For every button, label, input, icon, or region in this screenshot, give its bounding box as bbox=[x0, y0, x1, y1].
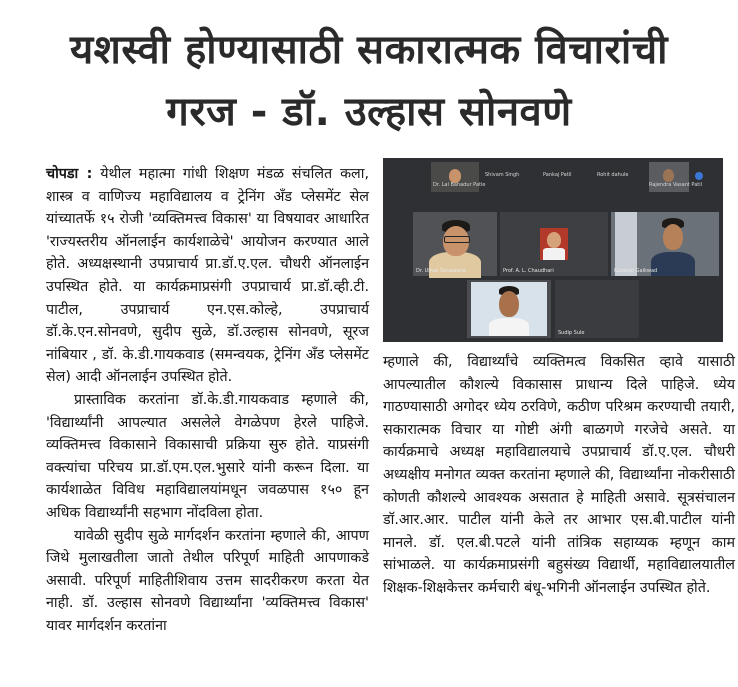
top-label-4: Rohit dahule bbox=[597, 172, 629, 178]
tile-gaikwad bbox=[611, 212, 719, 276]
article-right-column bbox=[383, 351, 735, 600]
tile-label-2: Prof. A. L. Chaudhari bbox=[503, 268, 554, 274]
top-label-5: Rajendra Vasant Patil bbox=[649, 182, 703, 188]
headline-line-2: गरज - डॉ. उल्हास सोनवणे bbox=[166, 89, 572, 135]
top-label-3: Pankaj Patil bbox=[543, 172, 572, 178]
tile-label-1: Dr. Ulhas Sonawane bbox=[416, 268, 466, 274]
tile-portrait bbox=[467, 280, 551, 338]
headline-line-1: यशस्वी होण्यासाठी सकारात्मक विचारांची bbox=[69, 27, 669, 73]
tile-label-3: Kuldeep Gaikwad bbox=[614, 268, 658, 274]
top-label-2: Shivam Singh bbox=[485, 172, 520, 178]
participant-face bbox=[663, 169, 674, 182]
tile-label-4: Sudip Sule bbox=[558, 330, 585, 336]
video-conference-photo bbox=[383, 158, 723, 342]
article-paragraph-3: यावेळी सुदीप सुळे मार्गदर्शन करतांना म्हणाले की, आपण जिथे मुलाखतीला जातो तेथील परिपूर्ण माहिती आपणाकडे असावी. परिपूर्ण माहितीशिवाय उत्तम सादरीकरण करता येत नाही. डॉ. उल्हास सोनवणे विद्यार्थ्यांना 'व्यक्तिमत्त्व विकास' यावर मार्गदर्शन करतांना bbox=[46, 527, 369, 634]
tile-chaudhari bbox=[500, 212, 608, 276]
paragraph-1-text: येथील महात्मा गांधी शिक्षण मंडळ संचलित कला, शास्त्र व वाणिज्य महाविद्यालय व ट्रेनिंग अँड प्लेसमेंट सेल यांच्यातर्फे १५ रोजी 'व्यक्तिमत्त्व विकास' या विषयावर आधारित 'राज्यस्तरीय ऑनलाईन कार्यशाळेचे' आयोजन करण्यात आले होते. अध्यक्षस्थानी उपप्राचार्य प्रा.डॉ.ए.एल. चौधरी ऑनलाईन उपस्थित होते. या कार्यक्रमाप्रसंगी उपप्राचार्य प्रा.डॉ.व्ही.टी. पाटील, उपप्राचार्य एन.एस.कोल्हे, उपप्राचार्य डॉ.के.एन.सोनवणे, सुदीप सुळे, डॉ.उल्हास सोनवणे, सूरज नांबियार , डॉ. के.डी.गायकवाड (समन्वयक, ट्रेनिंग अँड प्लेसमेंट सेल) आदी ऑनलाईन उपस्थित होते. bbox=[46, 166, 369, 386]
article-paragraph-4: म्हणाले की, विद्यार्थ्यांचे व्यक्तिमत्व विकसित व्हावे यासाठी आपल्यातील कौशल्ये विकासास प्राधान्य दिले पाहिजे. ध्येय गाठण्यासाठी अगोदर ध्येय ठरविणे, कठीण परिश्रम करण्याची तयारी, सकारात्मक विचार या गोष्टी अंगी बाळगणे गरजेचे असते. या कार्यक्रमाचे अध्यक्ष महाविद्यालयाचे उपप्राचार्य डॉ.ए.एल. चौधरी अध्यक्षीय मनोगत व्यक्त करतांना म्हणाले की, विद्यार्थ्यांना नोकरीसाठी कोणती कौशल्ये आवश्यक असतात हे माहिती असावे. सूत्रसंचालन डॉ.आर.आर. पाटील यांनी केले तर आभार एस.बी.पाटील यांनी मानले. डॉ. एल.बी.पटले यांनी तांत्रिक सहाय्यक म्हणून काम सांभाळले. या कार्यक्रमाप्रसंगी बहुसंख्य विद्यार्थी, महाविद्यालयातील शिक्षक-शिक्षकेत्तर कर्मचारी बंधू-भगिनी ऑनलाईन उपस्थित होते. bbox=[383, 354, 735, 596]
article-left-column bbox=[46, 163, 369, 637]
tile-ulhas bbox=[413, 212, 497, 276]
article-paragraph-2: प्रास्ताविक करतांना डॉ.के.डी.गायकवाड म्हणाले की, 'विद्यार्थ्यांनी आपल्यात असलेले वेगळेपण हेरले पाहिजे. व्यक्तिमत्त्व विकासाने विकासाची प्रक्रिया सुरु होते. याप्रसंगी वक्त्यांचा परिचय प्रा.डॉ.एम.एल.भुसारे यांनी करून दिला. या कार्यशाळेत विविध महाविद्यालयांमधून जवळपास १५० हून अधिक विद्यार्थ्यांनी सहभाग नोंदविला होता. bbox=[46, 391, 369, 521]
top-label-1: Dr. Lal Bahadur Patle bbox=[433, 182, 486, 188]
tile-sule bbox=[555, 280, 639, 338]
dateline-place: चोपडा : bbox=[46, 166, 93, 182]
participant-face bbox=[449, 169, 461, 183]
article-paragraph-1 bbox=[46, 163, 369, 389]
camera-indicator-icon bbox=[695, 172, 703, 180]
